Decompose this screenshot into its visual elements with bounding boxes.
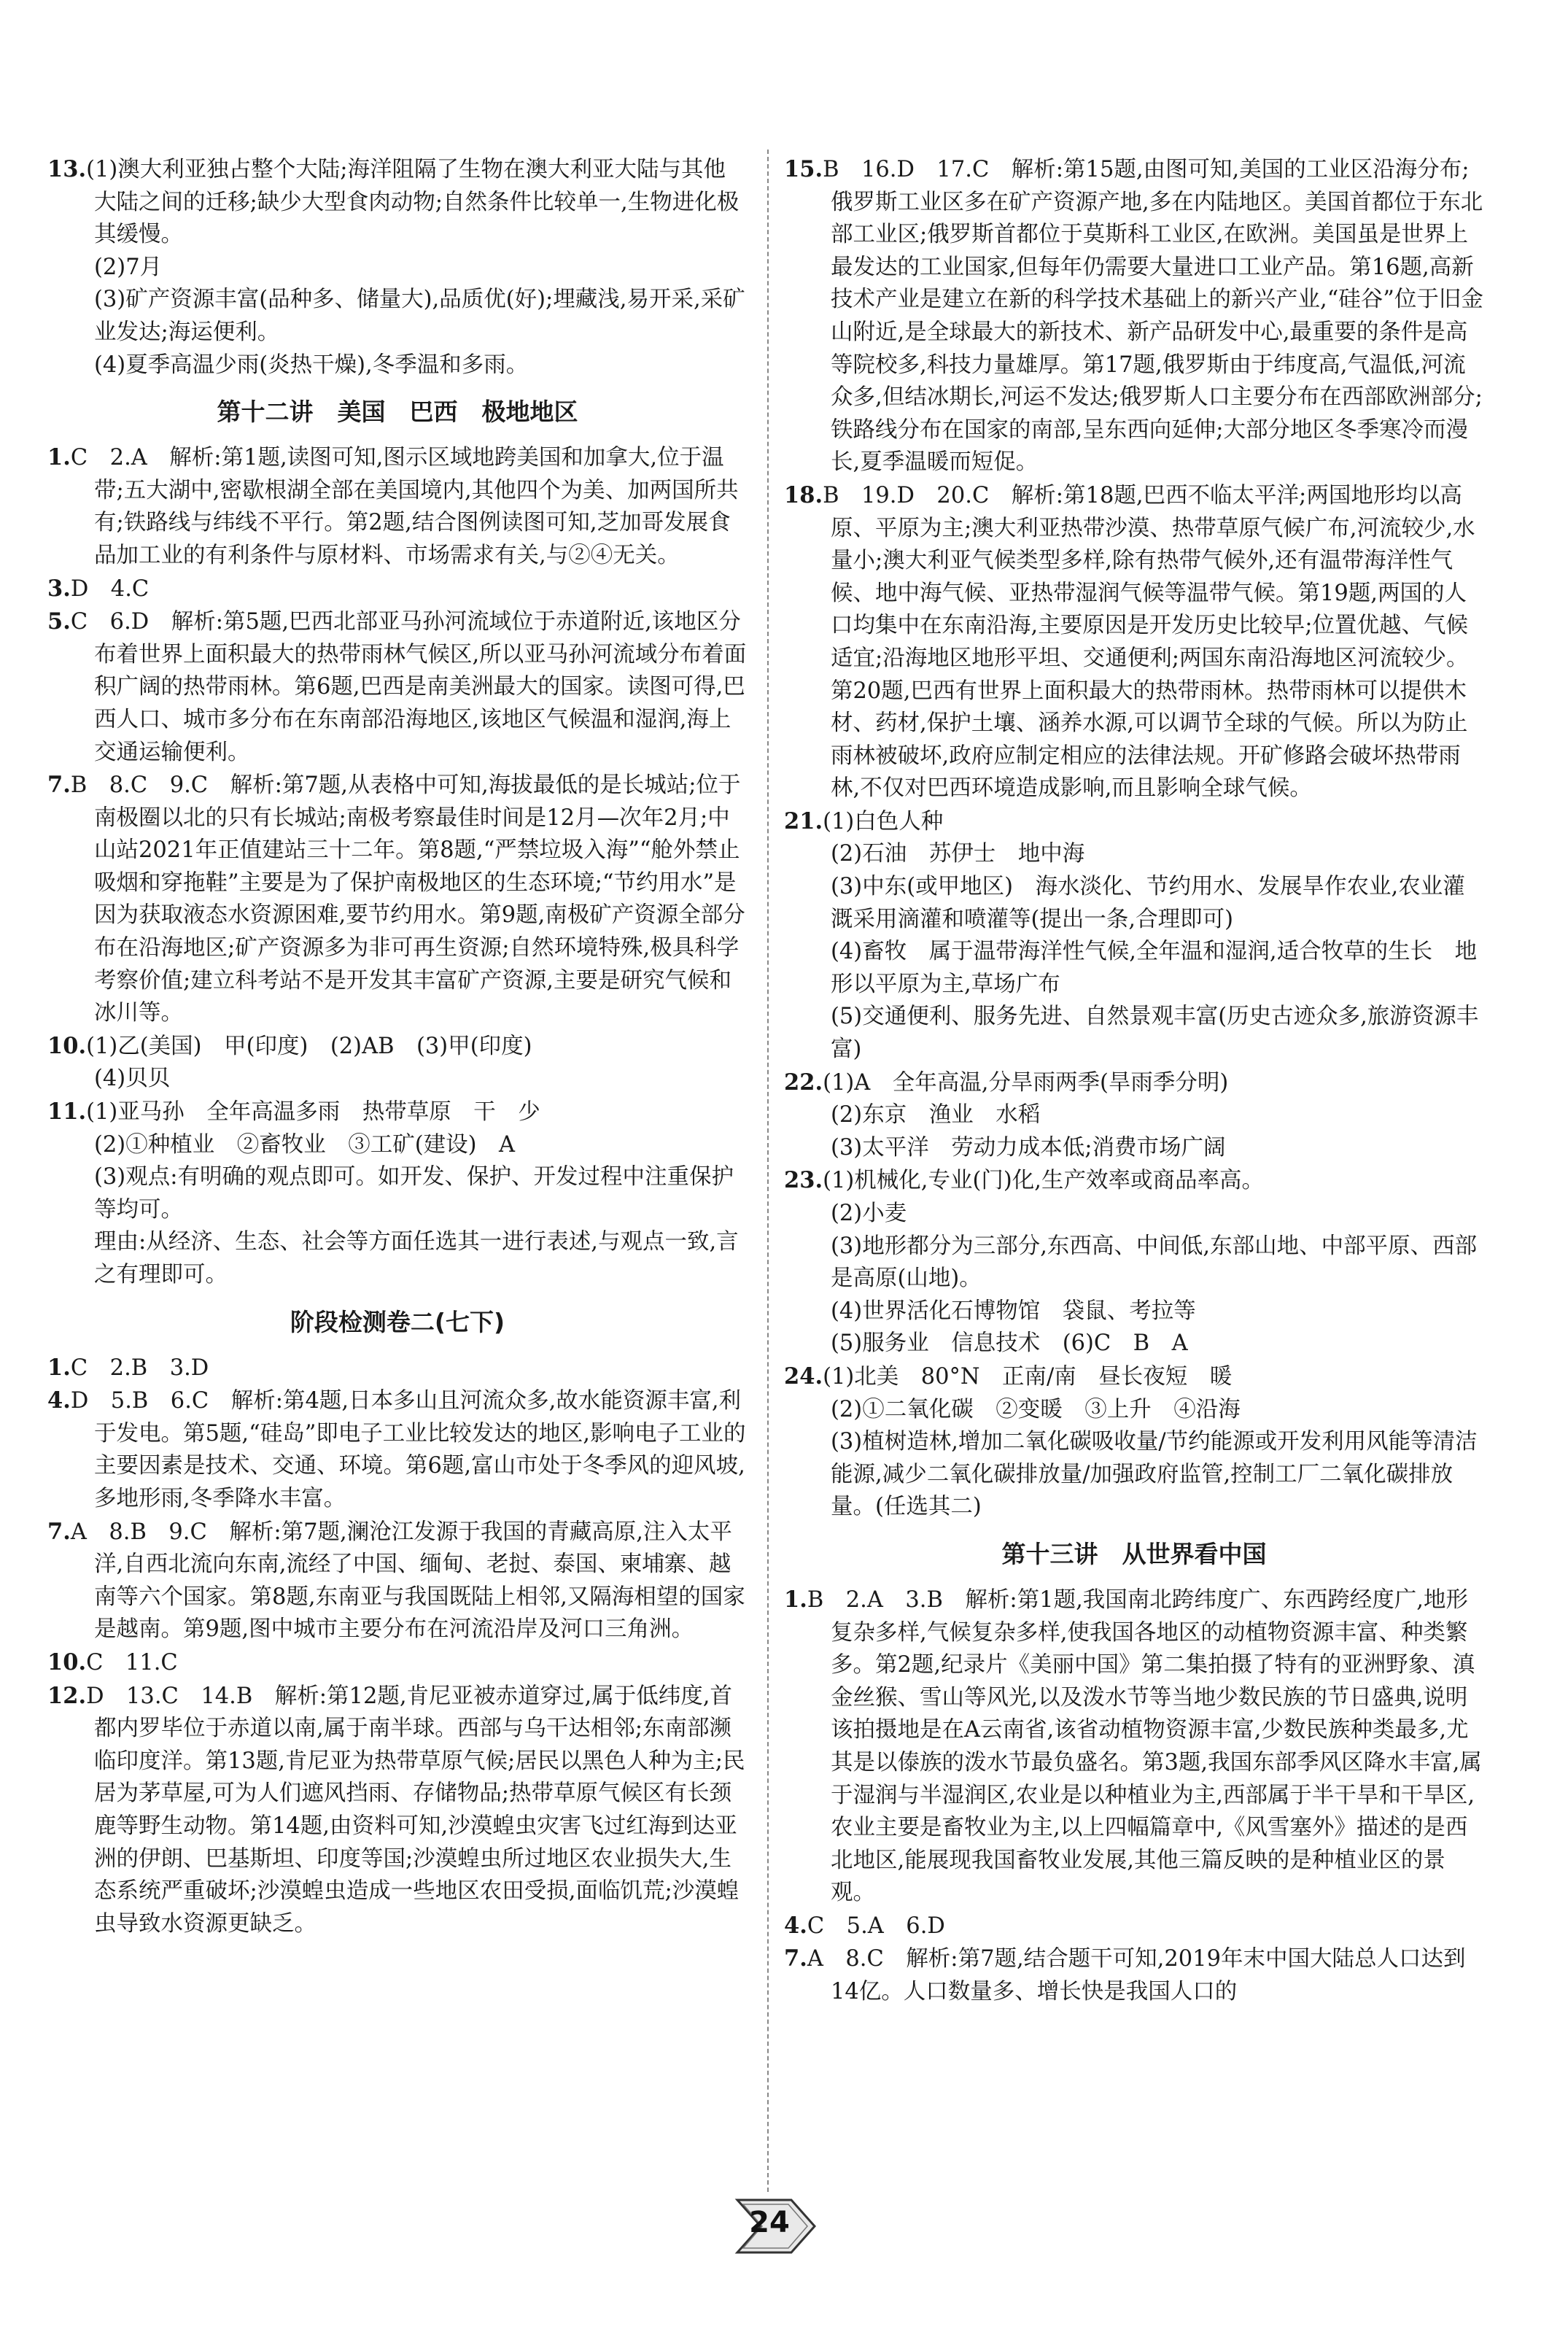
answer-item — [784, 1360, 1484, 1394]
answer-item — [784, 1910, 1484, 1943]
question-number: 18. — [784, 481, 823, 508]
question-number: 10. — [47, 1032, 87, 1059]
answer-text: C 5.A 6.D — [807, 1913, 945, 1939]
answer-subitem: (2)石油 苏伊士 地中海 — [831, 841, 1085, 867]
question-number: 7. — [47, 1518, 71, 1545]
answer-subitem: (3)观点:有明确的观点即可。如开发、保护、开发过程中注重保护等均可。 — [94, 1164, 734, 1223]
answer-item — [784, 1164, 1484, 1198]
answer-item — [784, 805, 1484, 839]
answer-subitem: (4)世界活化石博物馆 袋鼠、考拉等 — [831, 1298, 1196, 1324]
question-number: 12. — [47, 1682, 87, 1709]
answer-text: C 2.B 3.D — [70, 1355, 209, 1381]
answer-text: D 4.C — [70, 576, 150, 602]
answer-item — [47, 573, 748, 606]
answer-item — [784, 1584, 1484, 1910]
question-number: 1. — [47, 444, 71, 471]
question-number: 10. — [47, 1649, 87, 1675]
answer-text: B 8.C 9.C 解析:第7题,从表格中可知,海拔最低的是长城站;位于南极圈以北的只有长城站;南极考察最佳时间是12月—次年2月;中山站2021年正值建站三十二年。第8题,“严禁垃圾入海”“舱外禁止吸烟和穿拖鞋”主要是为了保护南极地区的生态环境;“节约用水”是因为获取液态水资源困难,要节约用水。第9题,南极矿产资源全部分布在沿海地区;矿产资源多为非可再生资源;自然环境特殊,极具科学考察价值;建立科考站不是开发其丰富矿产资源,主要是研究气候和冰川等。 — [70, 772, 745, 1026]
answer-subitem: (2)东京 渔业 水稻 — [831, 1102, 1041, 1128]
question-number: 7. — [784, 1945, 807, 1972]
answer-item — [47, 605, 748, 769]
answer-subitem: (3)矿产资源丰富(品种多、储量大),品质优(好);埋藏浅,易开采,采矿业发达;海运便利。 — [94, 287, 745, 345]
answer-subitem: (4)夏季高温少雨(炎热干燥),冬季温和多雨。 — [94, 352, 529, 378]
answer-subitem: (4)贝贝 — [94, 1066, 171, 1092]
answer-subitem: (2)①种植业 ②畜牧业 ③工矿(建设) A — [94, 1131, 516, 1158]
question-number: 21. — [784, 807, 823, 834]
section-heading: 第十二讲 美国 巴西 极地地区 — [217, 398, 578, 427]
answer-subitem: (5)交通便利、服务先进、自然景观丰富(历史古迹众多,旅游资源丰富) — [831, 1004, 1479, 1063]
question-number: 3. — [47, 575, 71, 602]
answer-text: D 5.B 6.C 解析:第4题,日本多山且河流众多,故水能资源丰富,利于发电。第5题,“硅岛”即电子工业比较发达的地区,影响电子工业的主要因素是技术、交通、环境。第6题,富山市处于冬季风的迎风坡,多地形雨,冬季降水丰富。 — [70, 1388, 746, 1511]
question-number: 5. — [47, 608, 71, 635]
question-number: 13. — [47, 156, 87, 182]
answer-text: B 2.A 3.B 解析:第1题,我国南北跨纬度广、东西跨经度广,地形复杂多样,气候复杂多样,使我国各地区的动植物资源丰富、种类繁多。第2题,纪录片《美丽中国》第二集拍摄了特有的亚洲野象、滇金丝猴、雪山等风光,以及泼水节等当地少数民族的节日盛典,说明该拍摄地是在A云南省,该省动植物资源丰富,少数民族种类最多,尤其是以傣族的泼水节最负盛名。第3题,我国东部季风区降水丰富,属于湿润与半湿润区,农业是以种植业为主,西部属于半干旱和干旱区,农业主要是畜牧业为主,以上四幅篇章中,《风雪塞外》描述的是西北地区,能展现我国畜牧业发展,其他三篇反映的是种植业区的景观。 — [807, 1587, 1482, 1906]
answer-text: D 13.C 14.B 解析:第12题,肯尼亚被赤道穿过,属于低纬度,首都内罗毕位于赤道以南,属于南半球。西部与乌干达相邻;东南部濒临印度洋。第13题,肯尼亚为热带草原气候;居民以黑色人种为主;民居为茅草屋,可为人们遮风挡雨、存储物品;热带草原气候区有长颈鹿等野生动物。第14题,由资料可知,沙漠蝗虫灾害飞过红海到达亚洲的伊朗、巴基斯坦、印度等国;沙漠蝗虫所过地区农业损失大,生态系统严重破坏;沙漠蝗虫造成一些地区农田受损,面临饥荒;沙漠蝗虫导致水资源更缺乏。 — [86, 1683, 745, 1937]
answer-subitem: (2)①二氧化碳 ②变暖 ③上升 ④沿海 — [831, 1396, 1241, 1422]
answer-item — [47, 1352, 748, 1385]
answer-item — [47, 1516, 748, 1646]
answer-text: (1)亚马孙 全年高温多雨 热带草原 干 少 — [86, 1099, 540, 1126]
answer-subitem: (5)服务业 信息技术 (6)C B A — [831, 1330, 1188, 1357]
answer-item — [47, 1030, 748, 1064]
answer-subitem: (3)植树造林,增加二氧化碳吸收量/节约能源或开发利用风能等清洁能源,减少二氧化碳排放量/加强政府监管,控制工厂二氧化碳排放量。(任选其二) — [831, 1429, 1478, 1520]
answer-subitem: (4)畜牧 属于温带海洋性气候,全年温和湿润,适合牧草的生长 地形以平原为主,草场广布 — [831, 939, 1478, 997]
answer-text: A 8.C 解析:第7题,结合题干可知,2019年末中国大陆总人口达到14亿。人口数量多、增长快是我国人口的 — [807, 1946, 1466, 2005]
section-heading: 第十三讲 从世界看中国 — [1001, 1539, 1267, 1568]
answer-item — [47, 153, 748, 252]
answer-subitem: (3)太平洋 劳动力成本低;消费市场广阔 — [831, 1134, 1226, 1161]
answer-subitem: 理由:从经济、生态、社会等方面任选其一进行表述,与观点一致,言之有理即可。 — [94, 1229, 739, 1287]
question-number: 22. — [784, 1069, 823, 1096]
answer-text: (1)A 全年高温,分旱雨两季(旱雨季分明) — [823, 1069, 1229, 1096]
question-number: 11. — [47, 1099, 87, 1126]
answer-text: (1)澳大利亚独占整个大陆;海洋阻隔了生物在澳大利亚大陆与其他大陆之间的迁移;缺少大型食肉动物;自然条件比较单一,生物进化极其缓慢。 — [86, 157, 740, 248]
answer-item — [47, 441, 748, 572]
answer-item — [784, 1066, 1484, 1100]
question-number: 23. — [784, 1167, 823, 1194]
question-number: 15. — [784, 156, 823, 182]
answer-subitem: (2)小麦 — [831, 1201, 907, 1226]
column-divider — [767, 150, 769, 2192]
answer-item — [47, 1646, 748, 1680]
question-number: 4. — [47, 1387, 71, 1414]
answer-text: C 11.C — [86, 1649, 178, 1675]
answer-text: C 2.A 解析:第1题,读图可知,图示区域地跨美国和加拿大,位于温带;五大湖中,密歇根湖全部在美国境内,其他四个为美、加两国所共有;铁路线与纬线不平行。第2题,结合图例读图可知,芝加哥发展食品加工业的有利条件与原材料、市场需求有关,与②④无关。 — [70, 445, 739, 568]
question-number: 4. — [784, 1912, 807, 1939]
answer-item — [784, 153, 1484, 479]
page-number-badge — [733, 2196, 820, 2257]
answer-subitem: (3)中东(或甲地区) 海水淡化、节约用水、发展旱作农业,农业灌溉采用滴灌和喷灌等(提出一条,合理即可) — [831, 874, 1465, 932]
question-number: 1. — [47, 1354, 71, 1381]
answer-text: C 6.D 解析:第5题,巴西北部亚马孙河流域位于赤道附近,该地区分布着世界上面积最大的热带雨林气候区,所以亚马孙河流域分布着面积广阔的热带雨林。第6题,巴西是南美洲最大的国家。读图可得,巴西人口、城市多分布在东南部沿海地区,该地区气候温和湿润,海上交通运输便利。 — [70, 609, 747, 765]
answer-item — [47, 1680, 748, 1941]
answer-text: A 8.B 9.C 解析:第7题,澜沧江发源于我国的青藏高原,注入太平洋,自西北流向东南,流经了中国、缅甸、老挝、泰国、柬埔寨、越南等六个国家。第8题,东南亚与我国既陆上相邻,又隔海相望的国家是越南。第9题,图中城市主要分布在河流沿岸及河口三角洲。 — [70, 1519, 745, 1643]
answer-item — [784, 1942, 1484, 2008]
answer-item — [784, 479, 1484, 805]
answer-item — [47, 769, 748, 1030]
answer-item — [47, 1096, 748, 1129]
answer-text: B 16.D 17.C 解析:第15题,由图可知,美国的工业区沿海分布;俄罗斯工业区多在矿产资源产地,多在内陆地区。美国首都位于东北部工业区;俄罗斯首都位于莫斯科工业区,在欧洲。美国虽是世界上最发达的工业国家,但每年仍需要大量进口工业产品。第16题,高新技术产业是建立在新的科学技术基础上的新兴产业,“硅谷”位于旧金山附近,是全球最大的新技术、新产品研发中心,最重要的条件是高等院校多,科技力量雄厚。第17题,俄罗斯由于纬度高,气温低,河流众多,但结冰期长,河运不发达;俄罗斯人口主要分布在西部欧洲部分;铁路线分布在国家的南部,呈东西向延伸;大部分地区冬季寒冷而漫长,夏季温暖而短促。 — [823, 157, 1483, 476]
section-heading: 阶段检测卷二(七下) — [290, 1307, 505, 1336]
question-number: 1. — [784, 1586, 807, 1613]
answer-text: (1)白色人种 — [823, 808, 944, 834]
answer-subitem: (3)地形都分为三部分,东西高、中间低,东部山地、中部平原、西部是高原(山地)。 — [831, 1233, 1478, 1292]
answer-subitem: (2)7月 — [94, 254, 163, 280]
answer-text: B 19.D 20.C 解析:第18题,巴西不临太平洋;两国地形均以高原、平原为主;澳大利亚热带沙漠、热带草原气候广布,河流较少,水量小;澳大利亚气候类型多样,除有热带气候外,还有温带海洋性气候、地中海气候、亚热带湿润气候等温带气候。第19题,两国的人口均集中在东南沿海,主要原因是开发历史比较早;位置优越、气候适宜;沿海地区地形平坦、交通便利;两国东南沿海地区河流较少。第20题,巴西有世界上面积最大的热带雨林。热带雨林可以提供木材、药材,保护土壤、涵养水源,可以调节全球的气候。所以为防止雨林被破坏,政府应制定相应的法律法规。开矿修路会破坏热带雨林,不仅对巴西环境造成影响,而且影响全球气候。 — [823, 482, 1475, 802]
answer-text: (1)北美 80°N 正南/南 昼长夜短 暖 — [823, 1363, 1233, 1390]
answer-text: (1)乙(美国) 甲(印度) (2)AB (3)甲(印度) — [86, 1033, 532, 1059]
right-column — [784, 153, 1484, 2009]
left-column — [47, 153, 748, 1940]
question-number: 24. — [784, 1363, 823, 1390]
answer-text: (1)机械化,专业(门)化,生产效率或商品率高。 — [823, 1168, 1264, 1194]
answer-item — [47, 1384, 748, 1515]
question-number: 7. — [47, 772, 71, 799]
page-number: 24 — [749, 2206, 790, 2239]
